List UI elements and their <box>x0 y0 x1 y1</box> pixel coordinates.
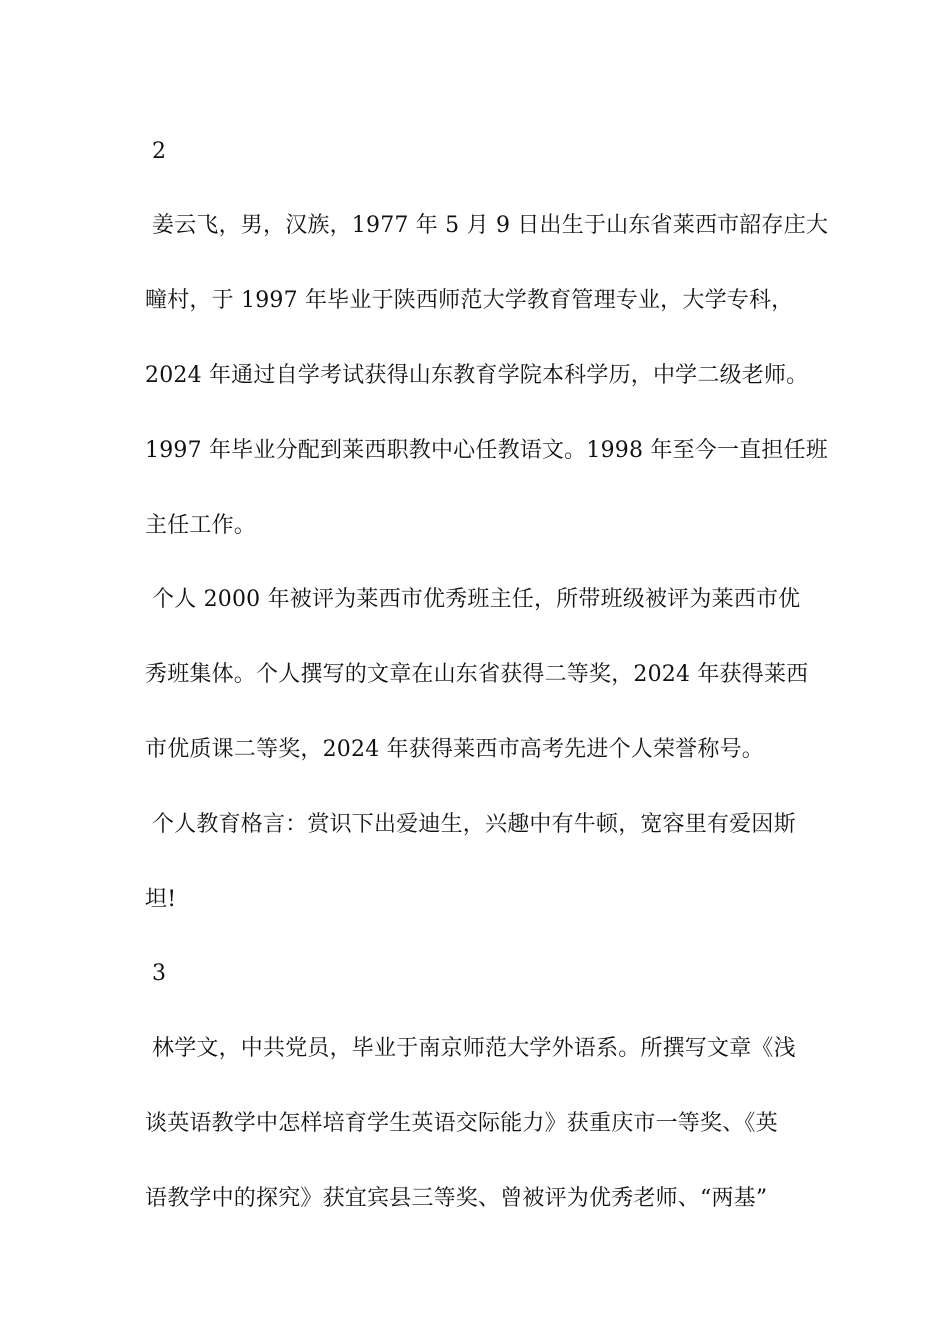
paragraph-line: 谈英语教学中怎样培育学生英语交际能力》获重庆市一等奖、《英 <box>145 1111 778 1136</box>
section-number: 2 <box>152 139 167 164</box>
paragraph-line: 姜云飞，男，汉族，1977 年 5 月 9 日出生于山东省莱西市韶存庄大 <box>152 213 829 238</box>
paragraph-line: 个人 2000 年被评为莱西市优秀班主任，所带班级被评为莱西市优 <box>152 587 801 612</box>
paragraph-line: 疃村，于 1997 年毕业于陕西师范大学教育管理专业，大学专科， <box>145 288 794 313</box>
paragraph-line: 1997 年毕业分配到莱西职教中心任教语文。1998 年至今一直担任班 <box>145 438 828 463</box>
paragraph-line: 语教学中的探究》获宜宾县三等奖、曾被评为优秀老师、“两基” <box>145 1186 768 1211</box>
section-number: 3 <box>152 961 167 986</box>
paragraph-line: 市优质课二等奖，2024 年获得莱西市高考先进个人荣誉称号。 <box>145 737 764 762</box>
paragraph-line: 主任工作。 <box>145 513 257 538</box>
paragraph-line: 2024 年通过自学考试获得山东教育学院本科学历，中学二级老师。 <box>145 363 809 388</box>
paragraph-line: 坦! <box>145 887 177 912</box>
paragraph-line: 林学文，中共党员，毕业于南京师范大学外语系。所撰写文章《浅 <box>152 1036 796 1061</box>
paragraph-line: 秀班集体。个人撰写的文章在山东省获得二等奖，2024 年获得莱西 <box>145 662 809 687</box>
paragraph-line: 个人教育格言：赏识下出爱迪生，兴趣中有牛顿，宽容里有爱因斯 <box>152 812 796 837</box>
